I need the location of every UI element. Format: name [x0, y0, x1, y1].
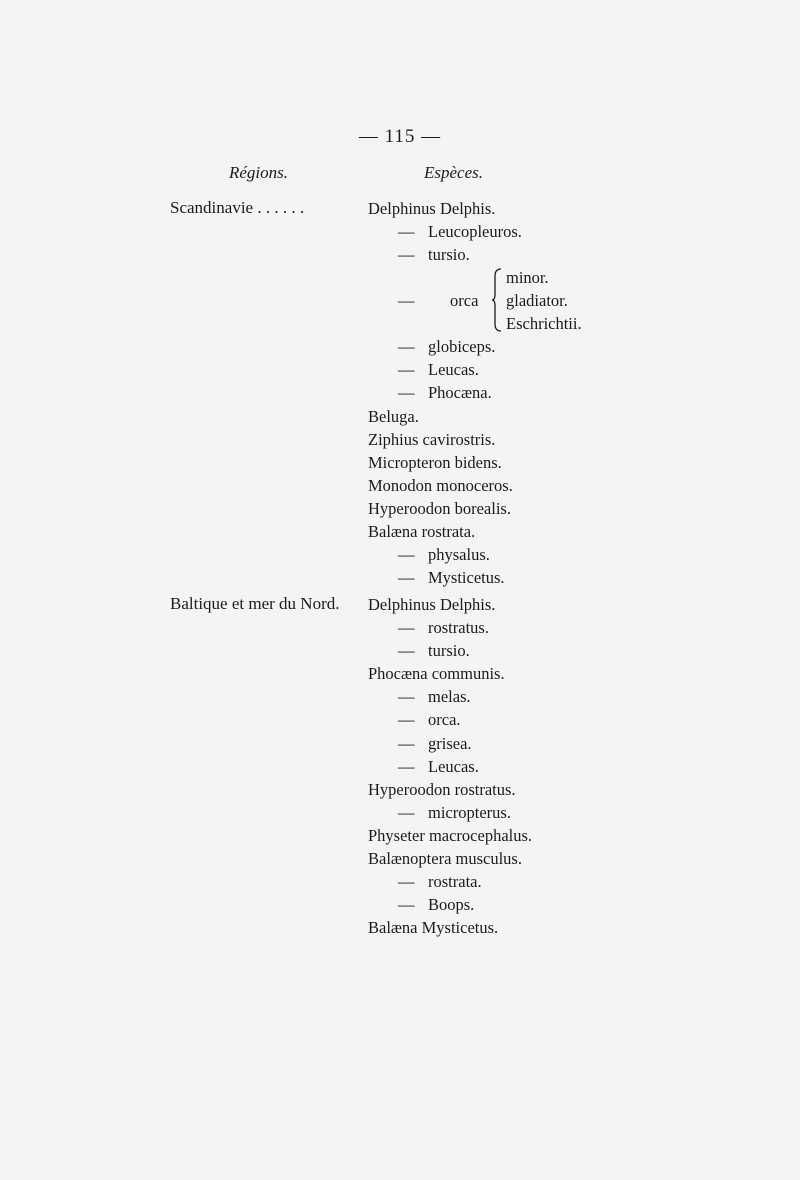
species-name: Boops. [428, 895, 475, 915]
species-name: Monodon monoceros. [368, 475, 513, 495]
species-name: Beluga. [368, 406, 419, 426]
species-line [368, 685, 532, 708]
species-line [368, 220, 522, 243]
region-scandinavie: Scandinavie . . . . . . [170, 198, 305, 217]
ditto-dash: — [398, 545, 415, 565]
species-name: physalus. [428, 545, 490, 565]
orca-label: orca [450, 291, 479, 311]
species-name: Balænoptera musculus. [368, 849, 522, 869]
species-line [368, 335, 522, 358]
orca-brace-group [368, 266, 582, 335]
species-name: Physeter macrocephalus. [368, 825, 533, 845]
ditto-dash: — [398, 895, 415, 915]
orca-line [368, 289, 478, 312]
ditto-dash: — [398, 802, 415, 822]
ditto-dash: — [398, 618, 415, 638]
species-line [368, 824, 532, 847]
species-group-2 [368, 335, 522, 589]
species-name: Leucas. [428, 360, 479, 380]
species-name: orca. [428, 710, 461, 730]
ditto-dash: — [398, 337, 415, 357]
species-list-scandinavie [368, 197, 582, 589]
ditto-dash: — [398, 756, 415, 776]
species-name: Balæna Mysticetus. [368, 918, 499, 938]
species-line [368, 916, 532, 939]
species-line [368, 778, 532, 801]
ditto-dash: — [398, 245, 415, 265]
species-line [368, 497, 522, 520]
species-name: Leucopleuros. [428, 222, 522, 242]
ditto-dash: — [398, 568, 415, 588]
species-name: Phocæna. [428, 383, 492, 403]
species-line [368, 639, 532, 662]
species-line [368, 801, 532, 824]
species-line [368, 428, 522, 451]
species-line [368, 358, 522, 381]
species-name: Delphinus Delphis. [368, 199, 496, 218]
page-number: — 115 — [358, 126, 442, 147]
species-line [368, 662, 532, 685]
species-name: micropterus. [428, 802, 511, 822]
orca-sub-eschrichtii: Eschrichtii. [506, 314, 582, 334]
species-name: Hyperoodon borealis. [368, 498, 511, 518]
species-line [368, 593, 532, 616]
ditto-dash: — [398, 872, 415, 892]
ditto-dash: — [398, 291, 415, 311]
species-name: globiceps. [428, 337, 496, 357]
species-name: grisea. [428, 733, 472, 753]
species-name: Leucas. [428, 756, 479, 776]
species-name: Balæna rostrata. [368, 522, 476, 542]
ditto-dash: — [398, 383, 415, 403]
species-line [368, 732, 532, 755]
species-line [368, 543, 522, 566]
ditto-dash: — [398, 687, 415, 707]
ditto-dash: — [398, 710, 415, 730]
species-line [368, 755, 532, 778]
species-name: Delphinus Delphis. [368, 595, 496, 614]
species-line [368, 566, 522, 589]
orca-sub-gladiator: gladiator. [506, 291, 568, 311]
species-line [368, 381, 522, 404]
species-name: tursio. [428, 641, 470, 661]
regions-header: Régions. [229, 163, 289, 182]
curly-brace-icon [491, 268, 503, 332]
ditto-dash: — [398, 733, 415, 753]
species-name: tursio. [428, 245, 470, 265]
species-name: Mysticetus. [428, 568, 505, 588]
species-line [368, 708, 532, 731]
species-line [368, 405, 522, 428]
species-line [368, 893, 532, 916]
orca-sub-minor: minor. [506, 268, 549, 288]
species-line [368, 197, 522, 220]
especes-header: Espèces. [424, 163, 484, 182]
ditto-dash: — [398, 360, 415, 380]
species-name: Ziphius cavirostris. [368, 429, 496, 449]
species-line [368, 451, 522, 474]
species-name: melas. [428, 687, 471, 707]
species-name: rostratus. [428, 618, 489, 638]
species-group-1 [368, 197, 522, 266]
species-list-baltique [368, 593, 532, 939]
species-name: Micropteron bidens. [368, 452, 502, 472]
species-name: Hyperoodon rostratus. [368, 779, 516, 799]
species-line [368, 474, 522, 497]
species-line [368, 870, 532, 893]
ditto-dash: — [398, 641, 415, 661]
species-line [368, 616, 532, 639]
region-baltique: Baltique et mer du Nord. [170, 594, 340, 613]
species-line [368, 520, 522, 543]
species-name: rostrata. [428, 872, 482, 892]
species-name: Phocæna communis. [368, 664, 505, 684]
species-line [368, 847, 532, 870]
ditto-dash: — [398, 222, 415, 242]
species-line [368, 243, 522, 266]
